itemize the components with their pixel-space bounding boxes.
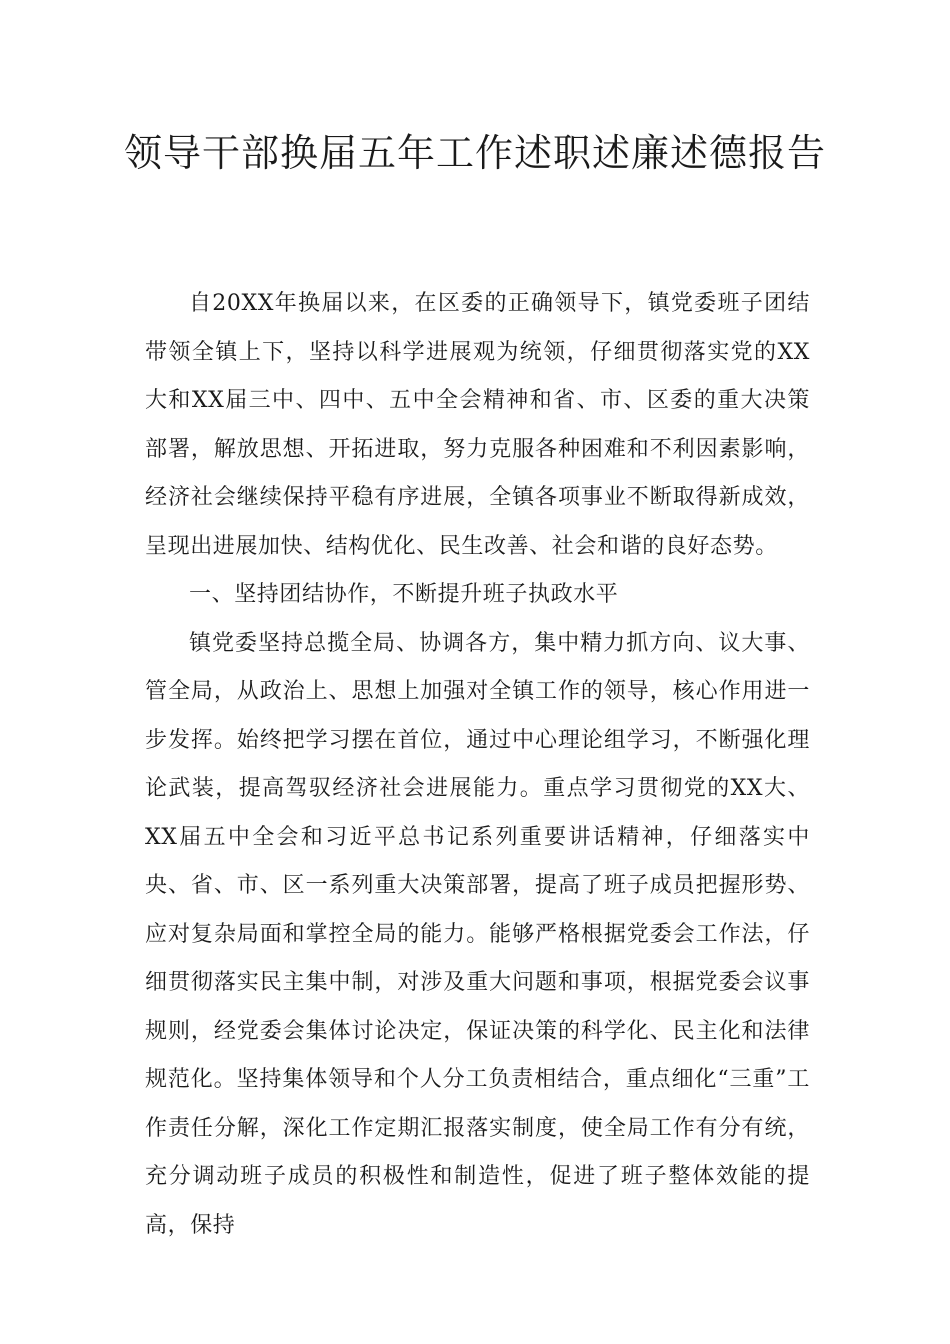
section-heading: 一、坚持团结协作，不断提升班子执政水平 (189, 582, 619, 607)
paragraph-section-1: 镇党委坚持总揽全局、协调各方，集中精力抓方向、议大事、管全局，从政治上、思想上加强对全镇工作的领导，核心作用进一步发挥。始终把学习摆在首位，通过中心理论组学习，不断强化理论武装，提高驾驭经济社会进展能力。重点学习贯彻党的XX大、XX届五中全会和习近平总书记系列重要讲话精神，仔细落实中央、省、市、区一系列重大决策部署，提高了班子成员把握形势、应对复杂局面和掌控全局的能力。能够严格根据党委会工作法，仔细贯彻落实民主集中制，对涉及重大问题和事项，根据党委会议事规则，经党委会集体讨论决定，保证决策的科学化、民主化和法律规范化。坚持集体领导和个人分工负责相结合，重点细化“三重”工作责任分解，深化工作定期汇报落实制度，使全局工作有分有统，充分调动班子成员的积极性和制造性，促进了班子整体效能的提高，保持 (145, 630, 810, 1238)
document-body (145, 280, 810, 1250)
document-title: 领导干部换届五年工作述职述廉述德报告 (123, 131, 826, 175)
paragraph-intro: 自20XX年换届以来，在区委的正确领导下，镇党委班子团结带领全镇上下，坚持以科学进展观为统领，仔细贯彻落实党的XX大和XX届三中、四中、五中全会精神和省、市、区委的重大决策部署，解放思想、开拓进取，努力克服各种困难和不利因素影响，经济社会继续保持平稳有序进展，全镇各项事业不断取得新成效，呈现出进展加快、结构优化、民生改善、社会和谐的良好态势。 (145, 291, 810, 559)
